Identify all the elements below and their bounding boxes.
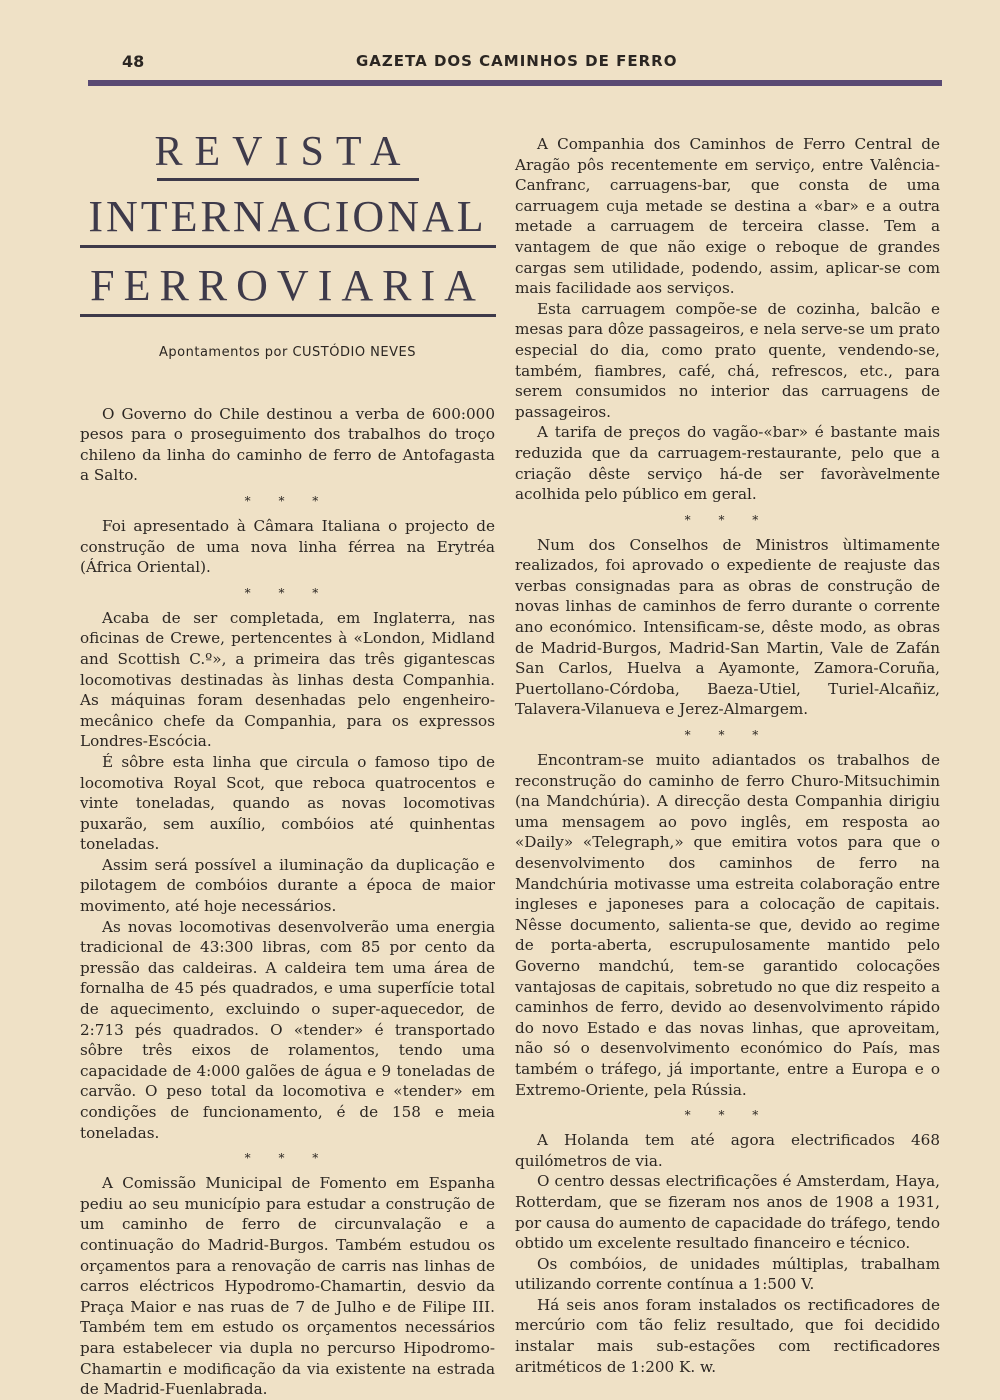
paragraph: Assim será possível a iluminação da duplicação e pilotagem de combóios durante a época de maior movimento, até hoje necessários. [80, 855, 495, 916]
paragraph: As novas locomotivas desenvolverão uma energia tradicional de 43:300 libras, com 85 por cento da pressão das caldeiras. A caldeira tem uma área de fornalha de 45 pés quadrados, e uma superfície total de aquecimento, excluindo o super-aquecedor, de 2:713 pés quadrados. O «tender» é transportado sôbre três eixos de rolamentos, tendo uma capacidade de 4:000 galões de água e 9 toneladas de carvão. O peso total da locomotiva e «tender» em condições de funcionamento, é de 158 e meia toneladas. [80, 917, 495, 1142]
journal-title: GAZETA DOS CAMINHOS DE FERRO [356, 52, 678, 70]
title-line-3: FERROVIARIA [90, 261, 485, 310]
left-column [80, 128, 495, 1400]
paragraph: Acaba de ser completada, em Inglaterra, nas oficinas de Crewe, pertencentes à «London, Midland and Scottish C.º», a primeira das três gigantescas locomotivas destinadas às linhas desta Companhia. As máquinas foram desenhadas pelo engenheiro-mecânico chefe da Companhia, para os expressos Londres-Escócia. [80, 608, 495, 751]
title-rule-3 [80, 314, 496, 317]
section-separator: * * * [244, 1151, 331, 1166]
title-line-1: REVISTA [154, 129, 413, 175]
paragraph: É sôbre esta linha que circula o famoso tipo de locomotiva Royal Scot, que reboca quatrocentos e vinte toneladas, quando as novas locomotivas puxarão, sem auxílio, combóios até quinhentas toneladas. [80, 752, 495, 854]
section-separator: * * * [684, 1108, 771, 1123]
byline: Apontamentos por CUSTÓDIO NEVES [159, 345, 416, 360]
section-separator: * * * [244, 585, 331, 600]
title-rule-2 [80, 245, 496, 248]
paragraph: Esta carruagem compõe-se de cozinha, balcão e mesas para dôze passageiros, e nela serve-se um prato especial do dia, como prato quente, vendendo-se, também, fiambres, café, chá, refrescos, etc., para serem consumidos no interior das carruagens de passageiros. [515, 299, 940, 421]
paragraph: A tarifa de preços do vagão-«bar» é bastante mais reduzida que da carruagem-restaurante, pelo que a criação dêste serviço há-de ser favoràvelmente acolhida pelo público em geral. [515, 423, 940, 504]
title-line-2: INTERNACIONAL [88, 192, 487, 241]
title-rule-1 [157, 178, 419, 181]
paragraph: O Governo do Chile destinou a verba de 600:000 pesos para o proseguimento dos trabalhos do troço chileno da linha do caminho de ferro de Antofagasta a Salto. [80, 404, 495, 485]
page-header [88, 52, 940, 76]
header-rule [88, 80, 942, 86]
paragraph: A Comissão Municipal de Fomento em Espanha pediu ao seu município para estudar a construção de um caminho de ferro de circunvalação e a continuação do Madrid-Burgos. Também estudou os orçamentos para a renovação de carris nas linhas de carros eléctricos Hypodromo-Chamartin, desvio da Praça Maior e nas ruas de 7 de Julho e de Filipe III. Também tem em estudo os orçamentos necessários para estabelecer via dupla no percurso Hipodromo-Chamartin e modificação da via existente na estrada de Madrid-Fuenlabrada. [80, 1174, 495, 1399]
paragraph: A Companhia dos Caminhos de Ferro Central de Aragão pôs recentemente em serviço, entre Valência-Canfranc, carruagens-bar, que consta de uma carruagem cuja metade se destina a «bar» e a outra metade a carruagem de terceira classe. Tem a vantagem de que não exige o reboque de grandes cargas sem utilidade, podendo, assim, aplicar-se com mais facilidade aos serviços. [515, 135, 940, 298]
section-separator: * * * [684, 728, 771, 743]
article-title [80, 128, 495, 317]
right-column [515, 134, 940, 1377]
section-separator: * * * [244, 493, 331, 508]
paragraph: A Holanda tem até agora electrificados 468 quilómetros de via. [515, 1131, 940, 1170]
paragraph: Os combóios, de unidades múltiplas, trabalham utilizando corrente contínua a 1:500 V. [515, 1254, 940, 1294]
section-separator: * * * [684, 512, 771, 527]
page-number: 48 [122, 52, 145, 71]
paragraph: O centro dessas electrificações é Amsterdam, Haya, Rotterdam, que se fizeram nos anos de 1908 a 1931, por causa do aumento de capacidade do tráfego, tendo obtido um excelente resultado financeiro e técnico. [515, 1172, 940, 1253]
paragraph: Há seis anos foram instalados os rectificadores de mercúrio com tão feliz resultado, que foi decidido instalar mais sub-estações com rectificadores aritméticos de 1:200 K. w. [515, 1295, 940, 1376]
paragraph: Foi apresentado à Câmara Italiana o projecto de construção de uma nova linha férrea na Erytréa (África Oriental). [80, 516, 495, 577]
paragraph: Encontram-se muito adiantados os trabalhos de reconstrução do caminho de ferro Churo-Mitsuchimin (na Mandchúria). A direcção desta Companhia dirigiu uma mensagem ao povo inglês, em resposta ao «Daily» «Telegraph,» que emitira votos para que o desenvolvimento dos caminhos de ferro na Mandchúria motivasse uma estreita colaboração entre ingleses e japoneses para a colocação de capitais. Nêsse documento, salienta-se que, devido ao regime de porta-aberta, escrupulosamente mantido pelo Governo mandchú, tem-se garantido colocações vantajosas de capitais, sobretudo no que diz respeito a caminhos de ferro, devido ao desenvolvimento rápido do novo Estado e das novas linhas, que aproveitam, não só o desenvolvimento económico do País, mas também o tráfego, já importante, entre a Europa e o Extremo-Oriente, pela Rússia. [515, 751, 940, 1099]
paragraph: Num dos Conselhos de Ministros ùltimamente realizados, foi aprovado o expediente de reajuste das verbas consignadas para as obras de construção de novas linhas de caminhos de ferro durante o corrente ano económico. Intensificam-se, dêste modo, as obras de Madrid-Burgos, Madrid-San Martin, Vale de Zafán San Carlos, Huelva a Ayamonte, Zamora-Coruña, Puertollano-Córdoba, Baeza-Utiel, Turiel-Alcañiz, Talavera-Vilanueva e Jerez-Almargem. [515, 535, 940, 719]
